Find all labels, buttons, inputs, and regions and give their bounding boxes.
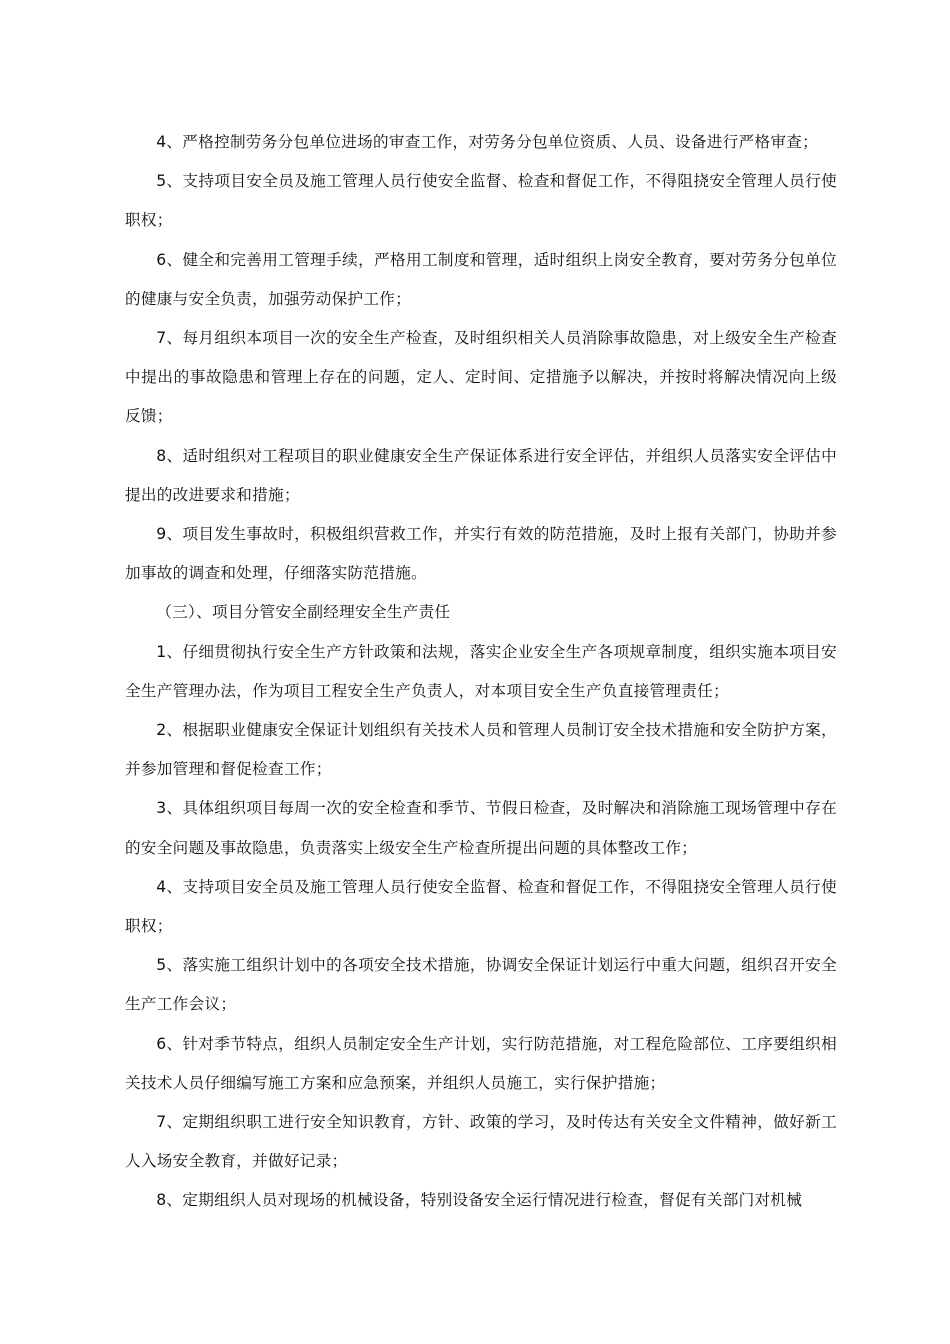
paragraph-item-7: 7、每月组织本项目一次的安全生产检查，及时组织相关人员消除事故隐患，对上级安全生产检查中提出的事故隐患和管理上存在的问题，定人、定时间、定措施予以解决，并按时将解决情况向上级反馈； bbox=[125, 329, 837, 426]
section-paragraph-7: 7、定期组织职工进行安全知识教育，方针、政策的学习，及时传达有关安全文件精神，做好新工人入场安全教育，并做好记录； bbox=[125, 1113, 837, 1171]
section-paragraph-1: 1、仔细贯彻执行安全生产方针政策和法规，落实企业安全生产各项规章制度，组织实施本项目安全生产管理办法，作为项目工程安全生产负责人，对本项目安全生产负直接管理责任； bbox=[125, 642, 837, 700]
paragraph-item-4: 4、严格控制劳务分包单位进场的审查工作，对劳务分包单位资质、人员、设备进行严格审查； bbox=[156, 133, 819, 151]
section-heading: （三）、项目分管安全副经理安全生产责任 bbox=[156, 603, 451, 622]
paragraph-item-8: 8、适时组织对工程项目的职业健康安全生产保证体系进行安全评估，并组织人员落实安全评估中提出的改进要求和措施； bbox=[125, 446, 837, 504]
section-paragraph-2: 2、根据职业健康安全保证计划组织有关技术人员和管理人员制订安全技术措施和安全防护方案，并参加管理和督促检查工作； bbox=[125, 721, 837, 779]
paragraph-item-5: 5、支持项目安全员及施工管理人员行使安全监督、检查和督促工作，不得阻挠安全管理人员行使职权； bbox=[125, 172, 837, 230]
paragraph-item-6: 6、健全和完善用工管理手续，严格用工制度和管理，适时组织上岗安全教育，要对劳务分包单位的健康与安全负责，加强劳动保护工作； bbox=[125, 250, 837, 308]
section-paragraph-6: 6、针对季节特点，组织人员制定安全生产计划，实行防范措施，对工程危险部位、工序要组织相关技术人员仔细编写施工方案和应急预案，并组织人员施工，实行保护措施； bbox=[125, 1034, 837, 1092]
paragraph-item-9: 9、项目发生事故时，积极组织营救工作，并实行有效的防范措施，及时上报有关部门，协助并参加事故的调查和处理，仔细落实防范措施。 bbox=[125, 525, 837, 583]
section-paragraph-4: 4、支持项目安全员及施工管理人员行使安全监督、检查和督促工作，不得阻挠安全管理人员行使职权； bbox=[125, 877, 837, 936]
document-body bbox=[125, 123, 837, 1221]
section-paragraph-5: 5、落实施工组织计划中的各项安全技术措施，协调安全保证计划运行中重大问题，组织召开安全生产工作会议； bbox=[125, 956, 837, 1014]
section-paragraph-3: 3、具体组织项目每周一次的安全检查和季节、节假日检查，及时解决和消除施工现场管理中存在的安全问题及事故隐患，负责落实上级安全生产检查所提出问题的具体整改工作； bbox=[125, 799, 837, 857]
section-paragraph-8: 8、定期组织人员对现场的机械设备，特别设备安全运行情况进行检查，督促有关部门对机械 bbox=[156, 1191, 803, 1210]
